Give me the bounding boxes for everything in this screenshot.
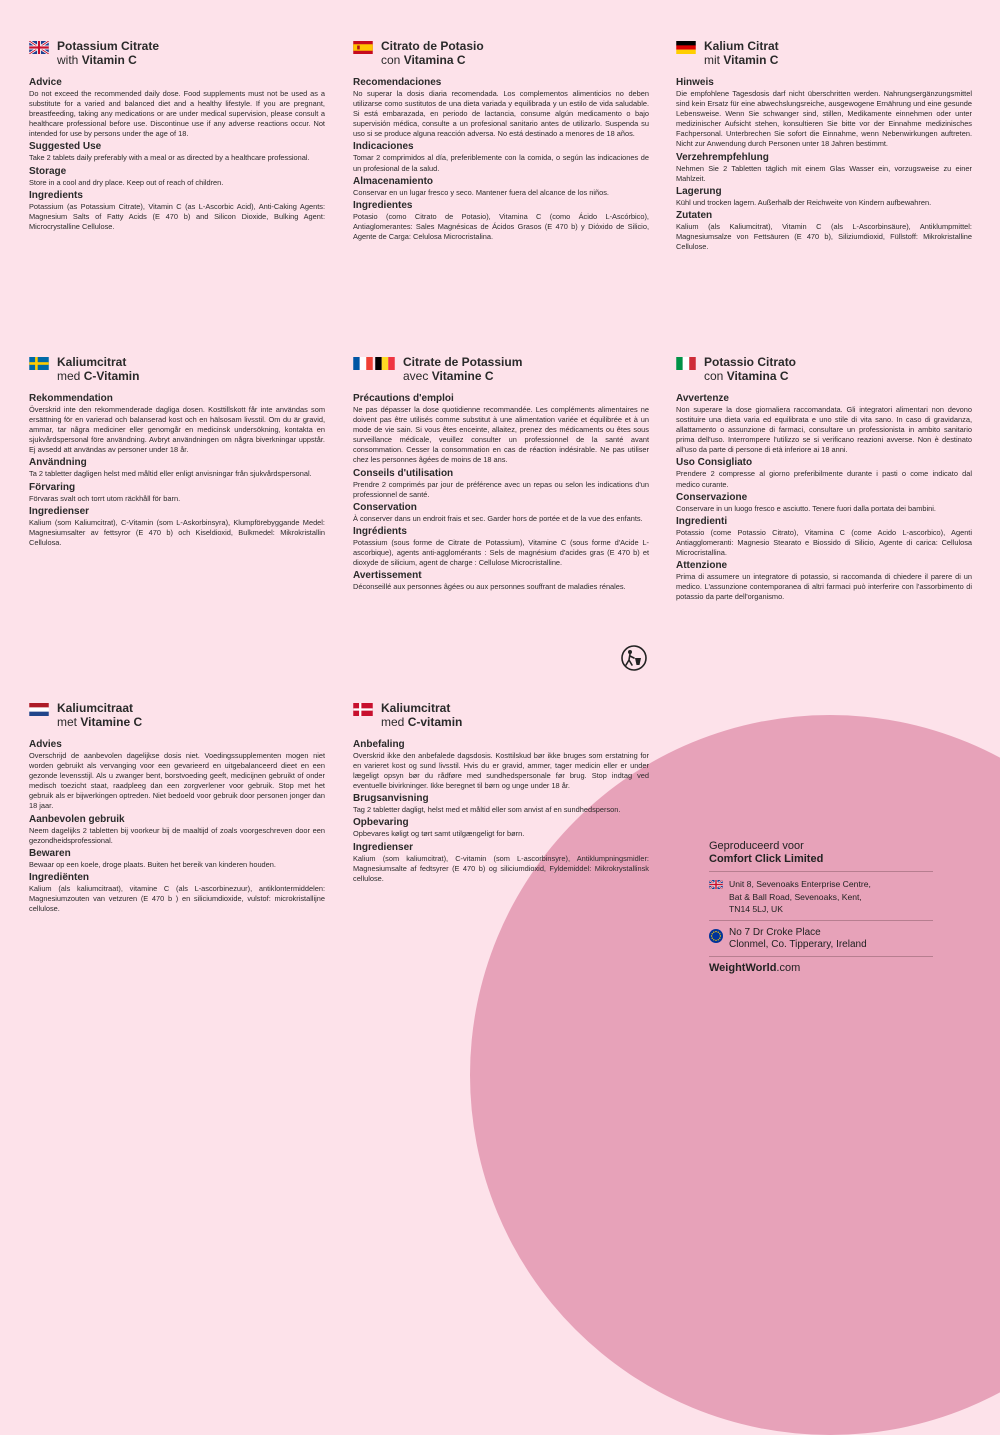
section-text: Nehmen Sie 2 Tabletten täglich mit einem Glas Wasser ein, vorzugsweise zu einer Mahlzeit. (676, 163, 972, 183)
panel-title: Potassium Citrate with Vitamin C (57, 39, 160, 67)
panel-title: Kaliumcitrat med C-vitamin (381, 701, 463, 729)
section-text: Take 2 tablets daily preferably with a meal or as directed by a healthcare professional. (29, 153, 310, 163)
section-heading: Avertissement (353, 570, 422, 582)
section-heading: Storage (29, 165, 67, 177)
section-heading: Bewaren (29, 847, 71, 859)
section-text: Bewaar op een koele, droge plaats. Buiten het bereik van kinderen houden. (29, 859, 276, 869)
section-text: Kalium (als Kaliumcitrat), Vitamin C (als L-Ascorbinsäure), Antiklumpmittel: Magnesiumsalze von Fettsäuren (E 470 b), Siliziumdioxid, Füllstoff: Mikrokristalline Cellulose. (676, 221, 972, 252)
panel-nl (29, 702, 325, 914)
flag-de-icon (676, 41, 696, 54)
section-heading: Rekommendation (29, 393, 113, 404)
section-text: Potasio (como Citrato de Potasio), Vitamina C (como Ácido L-Ascórbico), Antiaglomerantes: Sales Magnésicas de Ácidos Grasos (E 470 b) y Dióxido de Silicio, Agente de Carga: Celulosa Microcristalina. (353, 211, 649, 241)
section-heading: Ingredienser (353, 841, 414, 853)
panel-it (676, 356, 972, 602)
section-text: À conserver dans un endroit frais et sec. Garder hors de portée et de la vue des enfants. (353, 513, 643, 523)
sections (29, 393, 325, 548)
panel-title: Kaliumcitrat med C-Vitamin (57, 355, 140, 383)
panel-title: Potassio Citrato con Vitamina C (704, 355, 797, 383)
panel-da (353, 702, 649, 884)
section-text: Potassium (as Potassium Citrate), Vitamin C (as L-Ascorbic Acid), Anti-Caking Agents: Magnesium Salts of Fatty Acids (E 470 b) and Silicon Dioxide, Bulking Agent: Microcrystalline Cellulose. (29, 201, 325, 231)
section-heading: Conservazione (676, 491, 748, 503)
flag-nl-icon (29, 703, 49, 716)
sections (676, 77, 972, 252)
section-heading: Ingredientes (353, 199, 413, 211)
section-heading: Uso Consigliato (676, 457, 753, 469)
section-heading: Brugsanvisning (353, 793, 429, 805)
section-text: Conservare in un luogo fresco e asciutto. Tenere fuori dalla portata dei bambini. (676, 503, 936, 513)
section-text: Déconseillé aux personnes âgées ou aux personnes souffrant de maladies rénales. (353, 582, 626, 592)
sections (29, 739, 325, 914)
section-heading: Hinweis (676, 77, 714, 88)
section-text: Neem dagelijks 2 tabletten bij voorkeur bij de maaltijd of zoals voorgeschreven door een gezondheidsprofessional. (29, 825, 325, 845)
section-heading: Ingredients (29, 189, 83, 201)
section-heading: Advies (29, 739, 62, 750)
ie-address: No 7 Dr Croke Place Clonmel, Co. Tipperary, Ireland (709, 920, 933, 956)
section-text: Non superare la dose giornaliera raccomandata. Gli integratori alimentari non devono sostituire una dieta varia ed equilibrata e uno stile di vita sano. In caso di gravidanza, allattamento o assunzione di farmaci, consultare un professionista in ambito sanitario prima dell'uso. Interrompere l'utilizzo se si verificano reazioni avverse. Non è destinato all'uso da parte di persone di età inferiore ai 18 anni. (676, 405, 972, 455)
sections (353, 77, 649, 242)
producer-block (709, 840, 933, 975)
section-text: Kühl und trocken lagern. Außerhalb der Reichweite von Kindern aufbewahren. (676, 197, 932, 207)
flag-fr-icon (353, 357, 373, 370)
section-text: Prima di assumere un integratore di potassio, si raccomanda di chiedere il parere di un medico. L'assunzione contemporanea di altri farmaci può interferire con l'assorbimento di potassio da parte dell'organismo. (676, 572, 972, 602)
produced-for-label: Geproduceerd voor (709, 840, 804, 852)
flag-fr-be-icons (353, 357, 395, 370)
sections (353, 393, 649, 592)
section-text: No superar la dosis diaria recomendada. Los complementos alimenticios no deben utilizarse como sustitutos de una dieta variada y equilibrada y un estilo de vida saludable. Si está embarazada, en periodo de lactancia, consume algún medicamento o bajo supervisión médica, consulte a un profesional sanitario antes de utilizarlo. Suspenda su uso si se produce alguna reacción adversa. No está destinado a menores de 18 años. (353, 89, 649, 139)
section-heading: Ingredienser (29, 505, 90, 517)
panel-fr (353, 356, 649, 592)
section-heading: Conservation (353, 501, 417, 513)
section-heading: Anbefaling (353, 739, 405, 750)
flag-uk-icon (709, 880, 723, 893)
section-heading: Précautions d'emploi (353, 393, 454, 404)
section-text: Prendere 2 compresse al giorno preferibilmente durante i pasti o come indicato dal medico curante. (676, 469, 972, 489)
sections (676, 393, 972, 602)
sections (353, 739, 649, 884)
section-heading: Ingrédients (353, 525, 407, 537)
section-heading: Lagerung (676, 185, 722, 197)
section-heading: Opbevaring (353, 817, 409, 829)
section-heading: Förvaring (29, 481, 76, 493)
section-text: Kalium (som kaliumcitrat), C-vitamin (som L-ascorbinsyre), Antiklumpningsmidler: Magnesiumsalte af fedtsyrer (E 470 b) og siliciumdioxid, Fyldemiddel: Mikrokrystallinsk cellulose. (353, 853, 649, 883)
section-heading: Indicaciones (353, 141, 414, 153)
panel-es (353, 40, 649, 242)
section-text: Prendre 2 comprimés par jour de préférence avec un repas ou selon les indications d'un professionnel de santé. (353, 479, 649, 499)
brand-logo-text: WeightWorld.com (709, 956, 933, 975)
section-text: Kalium (som Kaliumcitrat), C-Vitamin (som L-Askorbinsyra), Klumpförebyggande Medel: Magnesiumsalter av fettsyror (E 470 b) och Kiseldioxid, Bulkmedel: Mikrokristallin Cellulosa. (29, 517, 325, 547)
section-heading: Recomendaciones (353, 77, 442, 88)
section-text: Store in a cool and dry place. Keep out of reach of children. (29, 177, 224, 187)
section-text: Die empfohlene Tagesdosis darf nicht überschritten werden. Nahrungsergänzungsmittel sind kein Ersatz für eine abwechslungsreiche, ausgewogene Ernährung und eine gesunde Lebensweise. Wenn Sie schwanger sind, stillen, Medikamente einnehmen oder unter medizinischer Aufsicht stehen, konsultieren Sie bitte vor der Einnahme medizinisches Fachpersonal. Unterbrechen Sie sofort die Einnahme, wenn Nebenwirkungen auftreten. Nicht zur Anwendung durch Personen unter 18 Jahren bestimmt. (676, 89, 972, 149)
section-heading: Advice (29, 77, 62, 88)
section-heading: Almacenamiento (353, 175, 434, 187)
section-text: Conservar en un lugar fresco y seco. Mantener fuera del alcance de los niños. (353, 187, 609, 197)
panel-de (676, 40, 972, 252)
flag-es-icon (353, 41, 373, 54)
section-text: Ne pas dépasser la dose quotidienne recommandée. Les compléments alimentaires ne doivent pas être utilisés comme substitut à une alimentation variée et équilibrée et à un mode de vie sain. Si vous êtes enceinte, allaitez, prenez des médicaments ou êtes sous surveillance médicale, veuillez consulter un professionnel de la santé avant consommation. Cesser la consommation en cas de réaction indésirable. Ne pas utiliser chez les personnes âgées de moins de 18 ans. (353, 405, 649, 465)
section-text: Förvaras svalt och torrt utom räckhåll för barn. (29, 493, 181, 503)
section-heading: Suggested Use (29, 141, 102, 153)
panel-sv (29, 356, 325, 548)
uk-address: Unit 8, Sevenoaks Enterprise Centre, Bat & Ball Road, Sevenoaks, Kent, TN14 5LJ, UK (709, 871, 933, 920)
panel-title: Citrato de Potasio con Vitamina C (381, 39, 484, 67)
flag-uk-icon (29, 41, 49, 54)
flag-it-icon (676, 357, 696, 370)
section-heading: Användning (29, 457, 87, 469)
flag-dk-icon (353, 703, 373, 716)
flag-eu-icon (709, 929, 723, 947)
sections (29, 77, 325, 232)
section-text: Tag 2 tabletter dagligt, helst med et måltid eller som anvist af en sundhedsperson. (353, 805, 621, 815)
section-text: Potassium (sous forme de Citrate de Potassium), Vitamine C (sous forme d'Acide L-ascorbique), agents anti-agglomérants : Sels de magnésium d'acides gras (E 470 b) et dioxyde de silicium, agent de charge : Cellulose Microcristalline. (353, 537, 649, 568)
section-heading: Avvertenze (676, 393, 729, 404)
section-heading: Zutaten (676, 209, 713, 221)
section-heading: Aanbevolen gebruik (29, 813, 125, 825)
panel-title: Kaliumcitraat met Vitamine C (57, 701, 143, 729)
section-text: Ta 2 tabletter dagligen helst med måltid eller enligt anvisningar från sjukvårdspersonal. (29, 469, 312, 479)
panel-title: Citrate de Potassium avec Vitamine C (403, 355, 523, 383)
section-heading: Attenzione (676, 560, 728, 572)
flag-se-icon (29, 357, 49, 370)
panel-en (29, 40, 325, 232)
section-heading: Ingredienti (676, 515, 728, 527)
section-heading: Conseils d'utilisation (353, 467, 454, 479)
flag-be-icon (375, 357, 395, 370)
tidyman-recycle-icon (621, 645, 647, 676)
section-text: Potassio (come Potassio Citrato), Vitamina C (come Acido L-ascorbico), Agenti Antiagglomeranti: Magnesio Stearato e Biossido di Silicio, Agente di carica: Cellulosa Microcristallina. (676, 527, 972, 557)
section-text: Opbevares køligt og tørt samt utilgængeligt for børn. (353, 829, 525, 839)
company-name: Comfort Click Limited (709, 853, 824, 865)
section-heading: Verzehrempfehlung (676, 151, 769, 163)
section-text: Overschrijd de aanbevolen dagelijkse dosis niet. Voedingssupplementen mogen niet worden gebruikt als vervanging voor een gevarieerd en uitgebalanceerd dieet en een gezonde levensstijl. Als u zwanger bent, borstvoeding geeft, medicijnen gebruikt of onder medisch toezicht staat, raadpleeg dan een zorgverlener voor gebruik. Stop met het gebruik als er bijwerkingen optreden. Niet bedoeld voor gebruik door personen jonger dan 18 jaar. (29, 751, 325, 811)
section-text: Overskrid ikke den anbefalede dagsdosis. Kosttilskud bør ikke bruges som erstatning for en varieret kost og sund livsstil. Hvis du er gravid, ammer, tager medicin eller er under lægeligt opsyn bør du rådføre med sundhedspersonale før brug. Stop indtag ved eventuelle bivirkninger. Ikke beregnet til børn og unge under 18 år. (353, 751, 649, 791)
section-text: Do not exceed the recommended daily dose. Food supplements must not be used as a substitute for a varied and balanced diet and a healthy lifestyle. If you are pregnant, breastfeeding, taking any medications or are under medical supervision, please consult a healthcare professional before use. Discontinue use if any adverse reactions occur. Not intended for use by persons under the age of 18. (29, 89, 325, 139)
section-heading: Ingrediënten (29, 871, 90, 883)
section-text: Tomar 2 comprimidos al día, preferiblemente con la comida, o según las indicaciones de un profesional de la salud. (353, 153, 649, 173)
section-text: Kalium (als kaliumcitraat), vitamine C (als L-ascorbinezuur), antiklontermiddelen: Magnesiumzouten van vetzuren (E 470 b ) en siliciumdioxide, vulstof: microkristallijne cellulose. (29, 883, 325, 914)
panel-title: Kalium Citrat mit Vitamin C (704, 39, 779, 67)
section-text: Överskrid inte den rekommenderade dagliga dosen. Kosttillskott får inte användas som ersättning för en varierad och balanserad kost och en hälsosam livsstil. Om du är gravid, ammar, tar några mediciner eller genomgår en medicinsk undersökning, kontakta en sjukvårdspersonal före användning. Avbryt användningen om några biverkningar uppstår. Ej avsedd att användas av personer under 18 år. (29, 405, 325, 455)
